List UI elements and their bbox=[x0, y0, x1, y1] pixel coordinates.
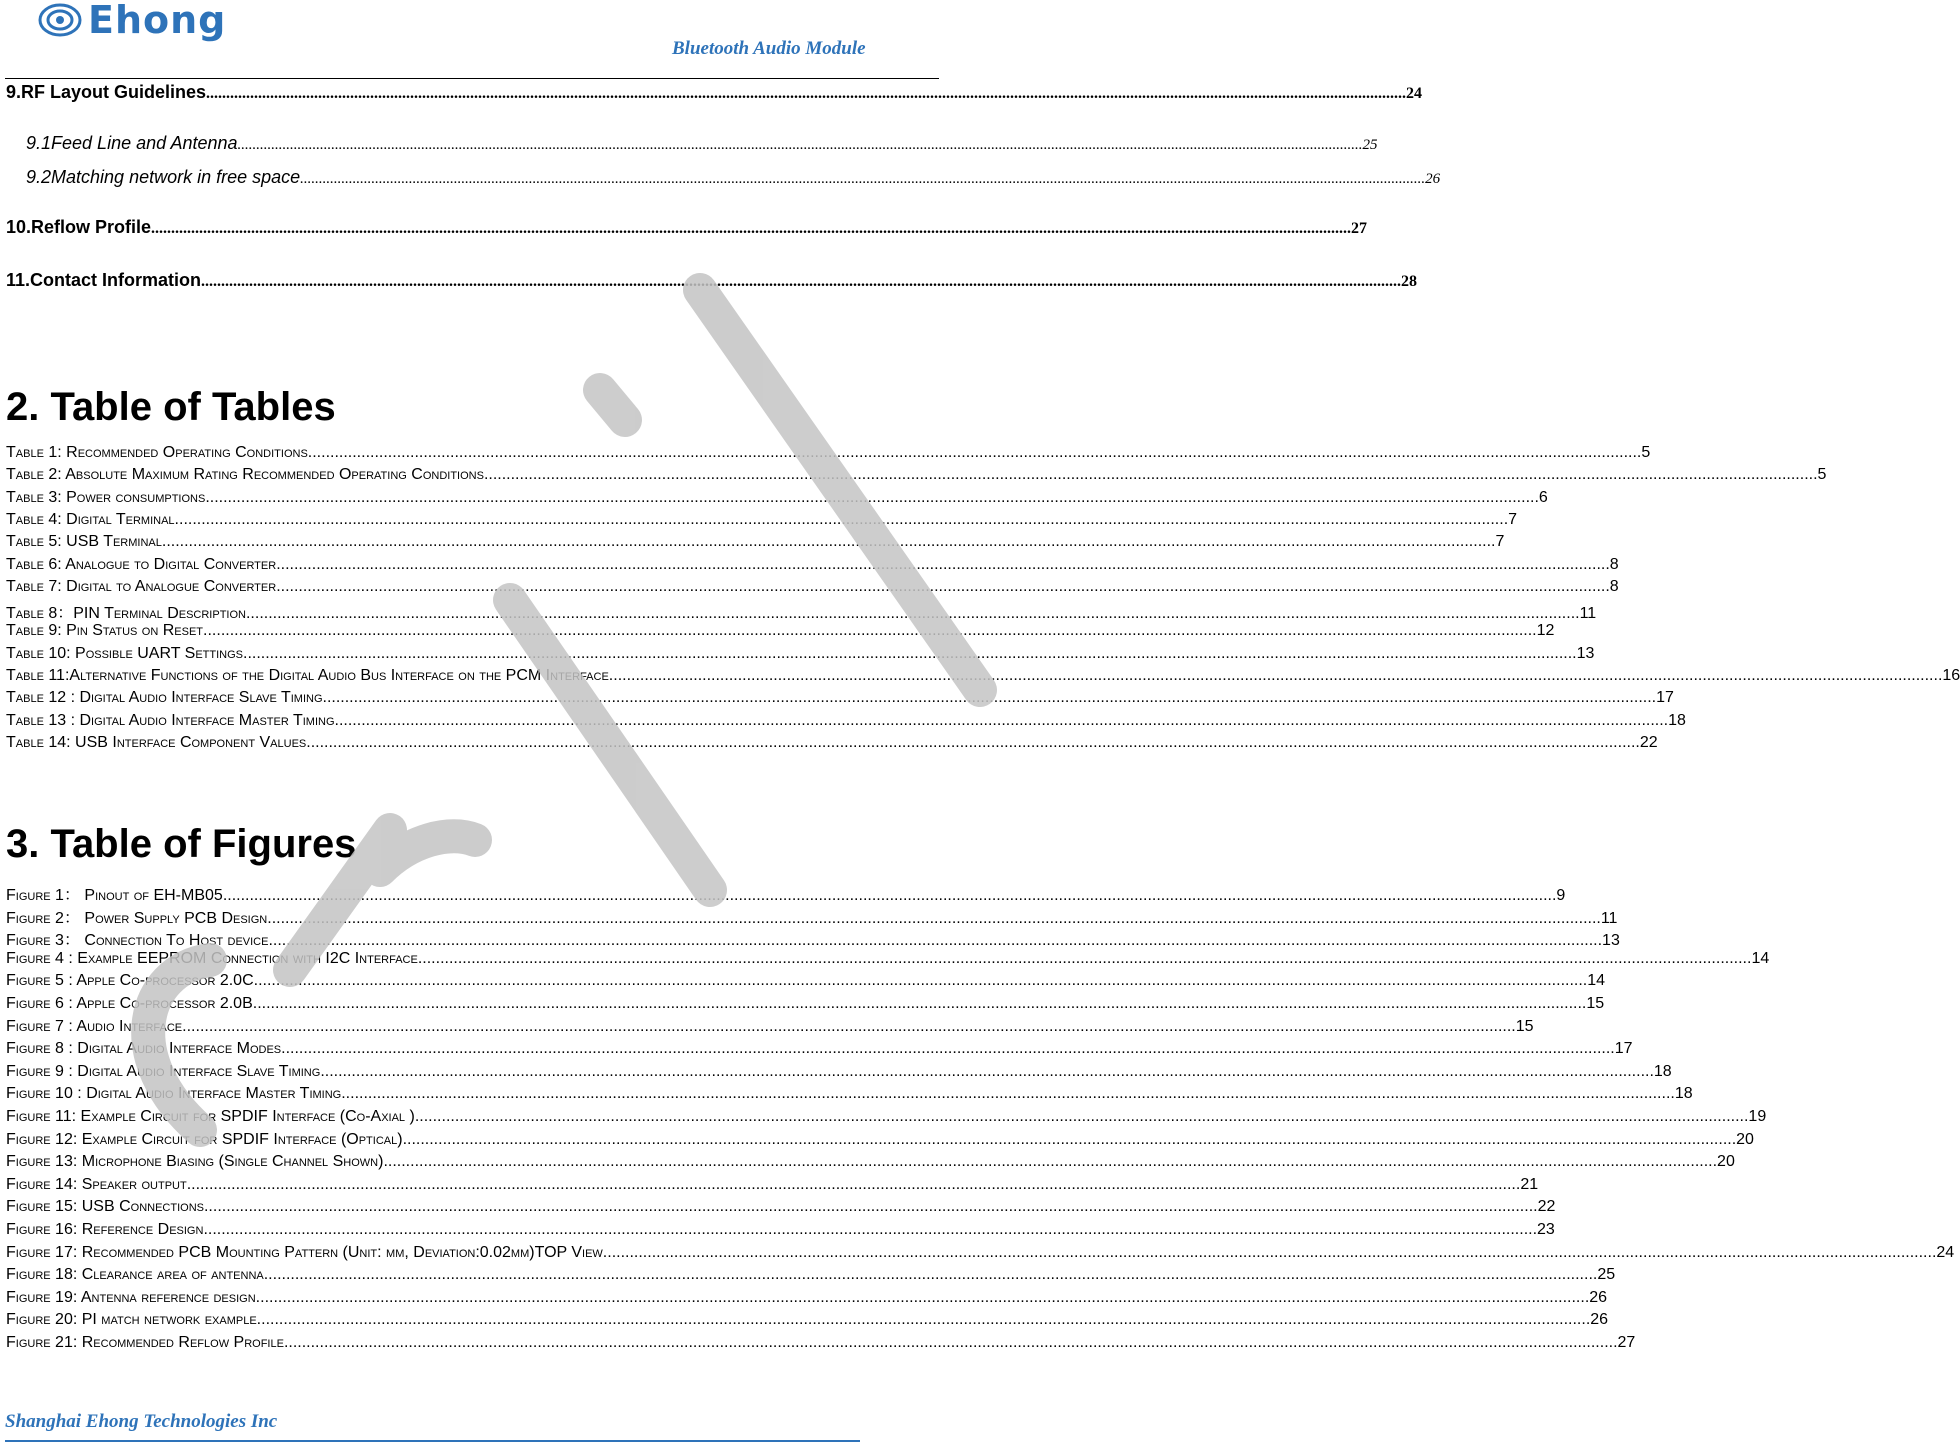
figure-entry[interactable] bbox=[6, 1221, 1555, 1239]
leader-dots: ............................................................................................................................................................................................................................................................................................................ bbox=[283, 1334, 1618, 1351]
leader-dots: ............................................................................................................................................................................................................................................................................................................ bbox=[417, 949, 1752, 967]
leader-dots: ............................................................................................................................................................................................................................................................................................................ bbox=[267, 909, 1601, 927]
toc-entry[interactable] bbox=[6, 82, 1423, 103]
table-entry-label: Table 10: Possible UART Settings bbox=[6, 644, 243, 662]
leader-dots: ............................................................................................................................................................................................................................................................................................................ bbox=[243, 644, 1577, 662]
toc-entry[interactable] bbox=[6, 270, 1418, 291]
leader-dots: ............................................................................................................................................................................................................................................................................................................ bbox=[402, 1130, 1737, 1148]
table-entry-page: 12 bbox=[1536, 622, 1555, 640]
figure-entry-page: 26 bbox=[1589, 1288, 1608, 1306]
figure-entry-page: 26 bbox=[1590, 1311, 1609, 1329]
figure-entry-page: 20 bbox=[1717, 1153, 1735, 1171]
leader-dots: ............................................................................................................................................................................................................................................................................................................ bbox=[281, 1040, 1615, 1058]
figure-entry-label: Figure 20: PI match network example bbox=[6, 1311, 257, 1329]
toc-entry-label: Contact Information bbox=[30, 270, 202, 290]
toc-entry-label: RF Layout Guidelines bbox=[21, 82, 207, 102]
table-entry-label: Table 1: Recommended Operating Conditions bbox=[6, 444, 308, 461]
figure-entry[interactable] bbox=[6, 1311, 1609, 1329]
table-entry-label: Table 11:Alternative Functions of the Digital Audio Bus Interface on the PCM Interface bbox=[6, 667, 609, 684]
figure-entry-label: Figure 3： Connection To Host device bbox=[6, 932, 269, 950]
leader-dots: ............................................................................................................................................................................................................................................................................................................ bbox=[608, 667, 1943, 684]
toc-entry-page: 24 bbox=[1406, 85, 1423, 102]
leader-dots: ............................................................................................................................................................................................................................................................................................................ bbox=[253, 972, 1588, 990]
table-entry-page: 5 bbox=[1817, 466, 1827, 484]
leader-dots: ............................................................................................................................................................................................................................................................................................................ bbox=[161, 533, 1496, 551]
figure-entry[interactable] bbox=[6, 1062, 1672, 1081]
table-entry-label: Table 14: USB Interface Component Values bbox=[6, 733, 307, 751]
leader-dots: ............................................................................................................................................................................................................................................................................................................ bbox=[276, 555, 1610, 573]
leader-dots: ............................................................................................................................................................................................................................................................................................................ bbox=[201, 273, 1402, 290]
figures-section-title: 3. Table of Figures bbox=[6, 822, 357, 866]
leader-dots: ............................................................................................................................................................................................................................................................................................................ bbox=[414, 1108, 1749, 1125]
toc-entry-page: 25 bbox=[1362, 137, 1378, 153]
figure-entry[interactable] bbox=[6, 927, 1620, 950]
table-entry[interactable] bbox=[6, 689, 1674, 707]
leader-dots: ............................................................................................................................................................................................................................................................................................................ bbox=[182, 1017, 1516, 1035]
table-entry[interactable] bbox=[6, 466, 1827, 484]
figure-entry-label: Figure 21: Recommended Reflow Profile bbox=[6, 1334, 284, 1351]
figure-entry-label: Figure 17: Recommended PCB Mounting Pattern (Unit: mm, Deviation:0.02mm)TOP View bbox=[6, 1243, 603, 1261]
table-entry-label: Table 13 : Digital Audio Interface Master Timing bbox=[6, 711, 335, 729]
table-entry-page: 6 bbox=[1538, 488, 1548, 506]
figure-entry-label: Figure 11: Example Circuit for SPDIF Interface (Co-Axial ) bbox=[6, 1108, 415, 1125]
leader-dots: ............................................................................................................................................................................................................................................................................................................ bbox=[483, 466, 1818, 484]
figure-entry[interactable] bbox=[6, 1334, 1636, 1352]
figure-entry-label: Figure 19: Antenna reference design bbox=[6, 1288, 256, 1306]
leader-dots: ............................................................................................................................................................................................................................................................................................................ bbox=[256, 1311, 1591, 1329]
figure-entry[interactable] bbox=[6, 1175, 1539, 1194]
figure-entry-label: Figure 12: Example Circuit for SPDIF Interface (Optical) bbox=[6, 1130, 403, 1148]
table-entry[interactable] bbox=[6, 510, 1518, 529]
figure-entry[interactable] bbox=[6, 1085, 1693, 1103]
toc-entry-label: Reflow Profile bbox=[31, 217, 152, 237]
table-entry-label: Table 12 : Digital Audio Interface Slave Timing bbox=[6, 689, 323, 707]
table-entry[interactable] bbox=[6, 667, 1960, 685]
figure-entry-label: Figure 2： Power Supply PCB Design bbox=[6, 909, 268, 927]
figure-entry[interactable] bbox=[6, 1108, 1767, 1126]
leader-dots: ............................................................................................................................................................................................................................................................................................................ bbox=[276, 577, 1610, 595]
toc-entry-number: 9.2 bbox=[26, 167, 52, 187]
leader-dots: ............................................................................................................................................................................................................................................................................................................ bbox=[203, 1221, 1538, 1238]
figure-entry-page: 13 bbox=[1602, 932, 1620, 950]
figure-entry-page: 20 bbox=[1736, 1130, 1754, 1148]
table-entry-label: Table 9: Pin Status on Reset bbox=[6, 622, 204, 640]
figure-entry-page: 27 bbox=[1617, 1334, 1636, 1351]
figure-entry-label: Figure 13: Microphone Biasing (Single Channel Shown) bbox=[6, 1153, 384, 1171]
figure-entry-page: 19 bbox=[1748, 1108, 1767, 1125]
figure-entry[interactable] bbox=[6, 1153, 1735, 1171]
figure-entry[interactable] bbox=[6, 1198, 1556, 1216]
leader-dots: ............................................................................................................................................................................................................................................................................................................ bbox=[320, 1062, 1654, 1080]
figure-entry[interactable] bbox=[6, 949, 1770, 968]
leader-dots: ............................................................................................................................................................................................................................................................................................................ bbox=[245, 605, 1580, 623]
figure-entry-page: 18 bbox=[1653, 1062, 1672, 1080]
leader-dots: ............................................................................................................................................................................................................................................................................................................ bbox=[341, 1085, 1675, 1103]
figure-entry-page: 9 bbox=[1556, 887, 1566, 904]
header-divider bbox=[5, 78, 939, 79]
figure-entry-page: 11 bbox=[1600, 909, 1618, 927]
table-entry-page: 16 bbox=[1942, 667, 1960, 684]
figure-entry-page: 15 bbox=[1515, 1017, 1534, 1035]
figure-entry-page: 18 bbox=[1674, 1085, 1693, 1103]
table-entry[interactable] bbox=[6, 622, 1555, 640]
toc-entry-number: 11. bbox=[6, 270, 31, 290]
figure-entry[interactable] bbox=[6, 1288, 1608, 1307]
leader-dots: ............................................................................................................................................................................................................................................................................................................ bbox=[306, 733, 1640, 751]
footer-divider bbox=[5, 1440, 860, 1442]
table-entry[interactable] bbox=[6, 555, 1619, 574]
figure-entry-label: Figure 1： Pinout of EH-MB05 bbox=[6, 887, 223, 904]
figure-entry-label: Figure 15: USB Connections bbox=[6, 1198, 204, 1216]
leader-dots: ............................................................................................................................................................................................................................................................................................................ bbox=[322, 689, 1657, 707]
table-entry-page: 17 bbox=[1656, 689, 1674, 707]
leader-dots: ............................................................................................................................................................................................................................................................................................................ bbox=[255, 1288, 1590, 1306]
figure-entry-page: 22 bbox=[1537, 1198, 1556, 1216]
leader-dots: ............................................................................................................................................................................................................................................................................................................ bbox=[252, 995, 1587, 1012]
leader-dots: ............................................................................................................................................................................................................................................................................................................ bbox=[602, 1243, 1937, 1261]
figure-entry-label: Figure 4 : Example EEPROM Connection with I2C Interface bbox=[6, 949, 418, 967]
table-entry-label: Table 4: Digital Terminal bbox=[6, 510, 175, 528]
leader-dots: ............................................................................................................................................................................................................................................................................................................ bbox=[203, 622, 1537, 640]
table-entry-page: 5 bbox=[1641, 444, 1651, 461]
table-entry-page: 18 bbox=[1668, 711, 1686, 729]
table-entry[interactable] bbox=[6, 711, 1686, 730]
figure-entry-page: 23 bbox=[1537, 1221, 1555, 1238]
table-entry-label: Table 8：PIN Terminal Description bbox=[6, 605, 246, 623]
table-entry-page: 11 bbox=[1579, 605, 1597, 623]
figure-entry-page: 17 bbox=[1614, 1040, 1633, 1058]
tables-section-title: 2. Table of Tables bbox=[6, 385, 336, 429]
company-logo bbox=[38, 0, 226, 40]
figure-entry-label: Figure 5 : Apple Co-processor 2.0C bbox=[6, 972, 254, 990]
table-entry-label: Table 7: Digital to Analogue Converter bbox=[6, 577, 277, 595]
table-entry-page: 8 bbox=[1609, 555, 1619, 573]
figure-entry[interactable] bbox=[6, 905, 1618, 928]
figure-entry-label: Figure 7 : Audio Interface bbox=[6, 1017, 183, 1035]
leader-dots: ............................................................................................................................................................................................................................................................................................................ bbox=[186, 1175, 1521, 1193]
toc-entry-label: Matching network in free space bbox=[51, 167, 301, 187]
logo-text: Ehong bbox=[88, 0, 227, 42]
figure-entry-page: 24 bbox=[1936, 1243, 1955, 1261]
figure-entry[interactable] bbox=[6, 1040, 1633, 1058]
figure-entry-page: 14 bbox=[1587, 972, 1606, 990]
leader-dots: ............................................................................................................................................................................................................................................................................................................ bbox=[383, 1153, 1718, 1171]
toc-entry-number: 10. bbox=[6, 217, 32, 237]
figure-entry[interactable] bbox=[6, 1017, 1534, 1036]
table-entry[interactable] bbox=[6, 644, 1595, 663]
table-entry-page: 7 bbox=[1508, 510, 1518, 528]
footer-company: Shanghai Ehong Technologies Inc bbox=[5, 1411, 278, 1432]
toc-entry[interactable] bbox=[26, 167, 1441, 188]
leader-dots: ............................................................................................................................................................................................................................................................................................................ bbox=[237, 137, 1363, 153]
figure-entry-label: Figure 6 : Apple Co-processor 2.0B bbox=[6, 995, 253, 1012]
figure-entry-page: 21 bbox=[1520, 1175, 1539, 1193]
table-entry[interactable] bbox=[6, 488, 1548, 507]
table-entry-label: Table 6: Analogue to Digital Converter bbox=[6, 555, 277, 573]
table-entry[interactable] bbox=[6, 444, 1651, 462]
figure-entry-label: Figure 10 : Digital Audio Interface Master Timing bbox=[6, 1085, 342, 1103]
toc-entry[interactable] bbox=[6, 217, 1368, 238]
leader-dots: ............................................................................................................................................................................................................................................................................................................ bbox=[151, 220, 1352, 237]
toc-entry-page: 27 bbox=[1351, 220, 1368, 237]
figure-entry-page: 14 bbox=[1751, 949, 1770, 967]
figure-entry-label: Figure 8 : Digital Audio Interface Modes bbox=[6, 1040, 282, 1058]
table-entry-page: 8 bbox=[1609, 577, 1619, 595]
figure-entry-label: Figure 9 : Digital Audio Interface Slave Timing bbox=[6, 1062, 321, 1080]
toc-entry-label: Feed Line and Antenna bbox=[51, 133, 238, 153]
table-entry[interactable] bbox=[6, 577, 1619, 596]
table-entry-label: Table 2: Absolute Maximum Rating Recommended Operating Conditions bbox=[6, 466, 484, 484]
leader-dots: ............................................................................................................................................................................................................................................................................................................ bbox=[307, 444, 1642, 461]
figure-entry[interactable] bbox=[6, 972, 1606, 990]
figure-entry-label: Figure 14: Speaker output bbox=[6, 1175, 187, 1193]
watermark-stroke bbox=[600, 390, 625, 420]
figure-entry[interactable] bbox=[6, 882, 1566, 905]
figure-entry-label: Figure 18: Clearance area of antenna bbox=[6, 1266, 264, 1284]
figure-entry-page: 25 bbox=[1597, 1266, 1616, 1284]
leader-dots: ............................................................................................................................................................................................................................................................................................................ bbox=[334, 711, 1669, 729]
table-entry-page: 7 bbox=[1495, 533, 1505, 551]
table-entry[interactable] bbox=[6, 600, 1597, 623]
leader-dots: ............................................................................................................................................................................................................................................................................................................ bbox=[205, 488, 1539, 506]
leader-dots: ............................................................................................................................................................................................................................................................................................................ bbox=[203, 1198, 1538, 1216]
document-title: Bluetooth Audio Module bbox=[672, 38, 866, 59]
leader-dots: ............................................................................................................................................................................................................................................................................................................ bbox=[206, 85, 1407, 102]
table-entry-page: 22 bbox=[1639, 733, 1658, 751]
leader-dots: ............................................................................................................................................................................................................................................................................................................ bbox=[263, 1266, 1598, 1284]
table-entry[interactable] bbox=[6, 533, 1505, 551]
leader-dots: ............................................................................................................................................................................................................................................................................................................ bbox=[300, 171, 1426, 187]
figure-entry-page: 15 bbox=[1586, 995, 1605, 1012]
leader-dots: ............................................................................................................................................................................................................................................................................................................ bbox=[174, 510, 1509, 528]
toc-entry-number: 9. bbox=[6, 82, 22, 102]
toc-entry[interactable] bbox=[26, 133, 1378, 154]
figure-entry[interactable] bbox=[6, 1130, 1754, 1149]
table-entry[interactable] bbox=[6, 733, 1658, 752]
leader-dots: ............................................................................................................................................................................................................................................................................................................ bbox=[268, 932, 1603, 950]
figure-entry[interactable] bbox=[6, 1266, 1616, 1284]
table-entry-label: Table 5: USB Terminal bbox=[6, 533, 162, 551]
figure-entry[interactable] bbox=[6, 1243, 1955, 1262]
toc-entry-page: 26 bbox=[1425, 171, 1441, 187]
figure-entry[interactable] bbox=[6, 995, 1605, 1013]
table-entry-page: 13 bbox=[1576, 644, 1595, 662]
toc-entry-page: 28 bbox=[1401, 273, 1418, 290]
logo-emblem-icon bbox=[38, 3, 82, 37]
figure-entry-label: Figure 16: Reference Design bbox=[6, 1221, 204, 1238]
toc-entry-number: 9.1 bbox=[26, 133, 52, 153]
table-entry-label: Table 3: Power consumptions bbox=[6, 488, 206, 506]
leader-dots: ............................................................................................................................................................................................................................................................................................................ bbox=[222, 887, 1557, 904]
